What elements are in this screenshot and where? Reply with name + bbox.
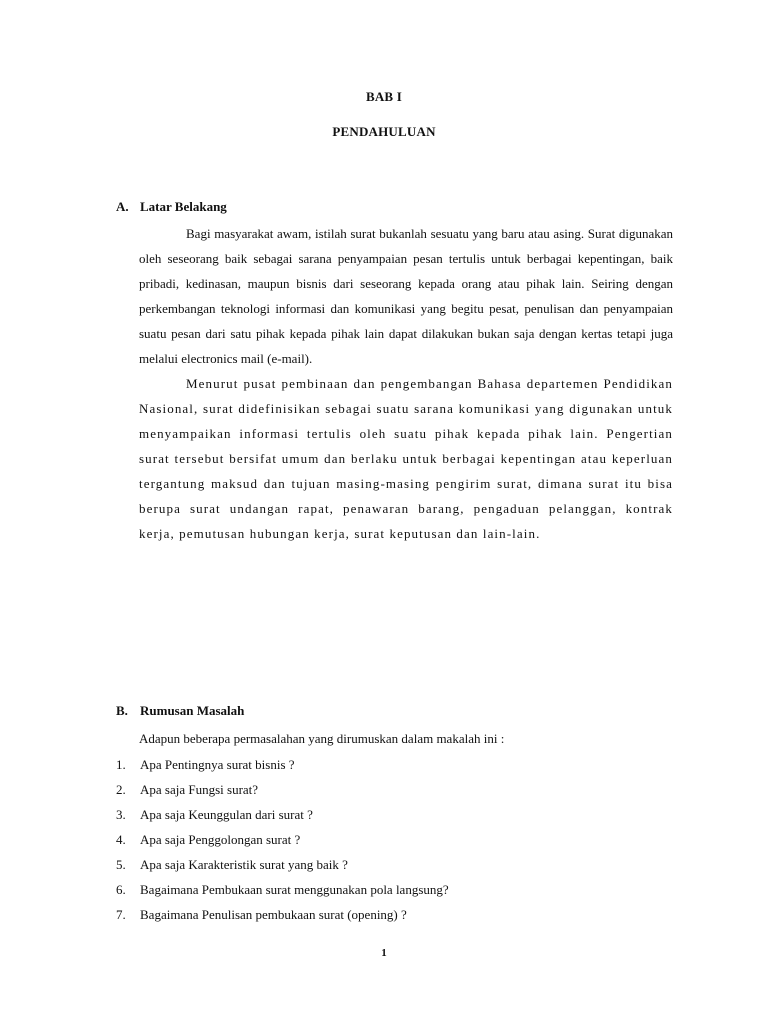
- list-item: [116, 831, 676, 856]
- chapter-label: BAB I: [365, 89, 403, 104]
- paragraph: Menurut pusat pembinaan dan pengembangan Bahasa departemen Pendidikan Nasional, surat didefinisikan sebagai suatu sarana komunikasi yang digunakan untuk menyampaikan informasi tertulis oleh suatu pihak kepada pihak lain. Pengertian surat tersebut bersifat umum dan berlaku untuk berbagai kepentingan atau keperluan tergantung maksud dan tujuan masing-masing pengirim surat, dimana surat itu bisa berupa surat undangan rapat, penawaran barang, pengaduan pelanggan, kontrak kerja, pemutusan hubungan kerja, surat keputusan dan lain-lain.: [139, 376, 673, 541]
- list-item-text: Bagaimana Pembukaan surat menggunakan pola langsung?: [140, 882, 449, 897]
- section-a-title: Latar Belakang: [140, 199, 227, 214]
- section-a-heading: [116, 199, 227, 215]
- list-item-text: Apa saja Penggolongan surat ?: [140, 832, 301, 847]
- paragraph: Bagi masyarakat awam, istilah surat bukanlah sesuatu yang baru atau asing. Surat digunakan oleh seseorang baik sebagai sarana penyampaian pesan tertulis untuk berbagai kepentingan, baik pribadi, kedinasan, maupun bisnis dari seseorang kepada orang atau pihak lain. Seiring dengan perkembangan teknologi informasi dan komunikasi yang begitu pesat, penulisan dan penyampaian suatu pesan dari satu pihak kepada pihak lain dapat dilakukan bukan saja dengan kertas tetapi juga melalui electronics mail (e-mail).: [139, 226, 673, 366]
- list-item: [116, 881, 676, 906]
- section-b-letter: B.: [116, 703, 128, 718]
- list-item: [116, 856, 676, 881]
- list-item: [116, 906, 676, 931]
- list-item-text: Apa saja Keunggulan dari surat ?: [140, 807, 313, 822]
- list-item-number: 3.: [116, 807, 126, 822]
- list-item-number: 1.: [116, 757, 126, 772]
- list-item: [116, 781, 676, 806]
- page-number: 1: [381, 947, 387, 959]
- section-b-intro: Adapun beberapa permasalahan yang dirumuskan dalam makalah ini :: [139, 731, 505, 746]
- list-item: [116, 756, 676, 781]
- question-list: [116, 756, 676, 931]
- list-item-number: 7.: [116, 907, 126, 922]
- section-b-title: Rumusan Masalah: [140, 703, 245, 718]
- section-a-letter: A.: [116, 199, 129, 214]
- list-item: [116, 806, 676, 831]
- list-item-text: Bagaimana Penulisan pembukaan surat (opening) ?: [140, 907, 407, 922]
- section-a-body: [139, 221, 673, 546]
- list-item-text: Apa Pentingnya surat bisnis ?: [140, 757, 295, 772]
- chapter-title: PENDAHULUAN: [332, 124, 436, 139]
- list-item-number: 4.: [116, 832, 126, 847]
- list-item-text: Apa saja Fungsi surat?: [140, 782, 259, 797]
- list-item-number: 5.: [116, 857, 126, 872]
- list-item-number: 6.: [116, 882, 126, 897]
- section-b-heading: [116, 703, 244, 719]
- list-item-text: Apa saja Karakteristik surat yang baik ?: [140, 857, 348, 872]
- list-item-number: 2.: [116, 782, 126, 797]
